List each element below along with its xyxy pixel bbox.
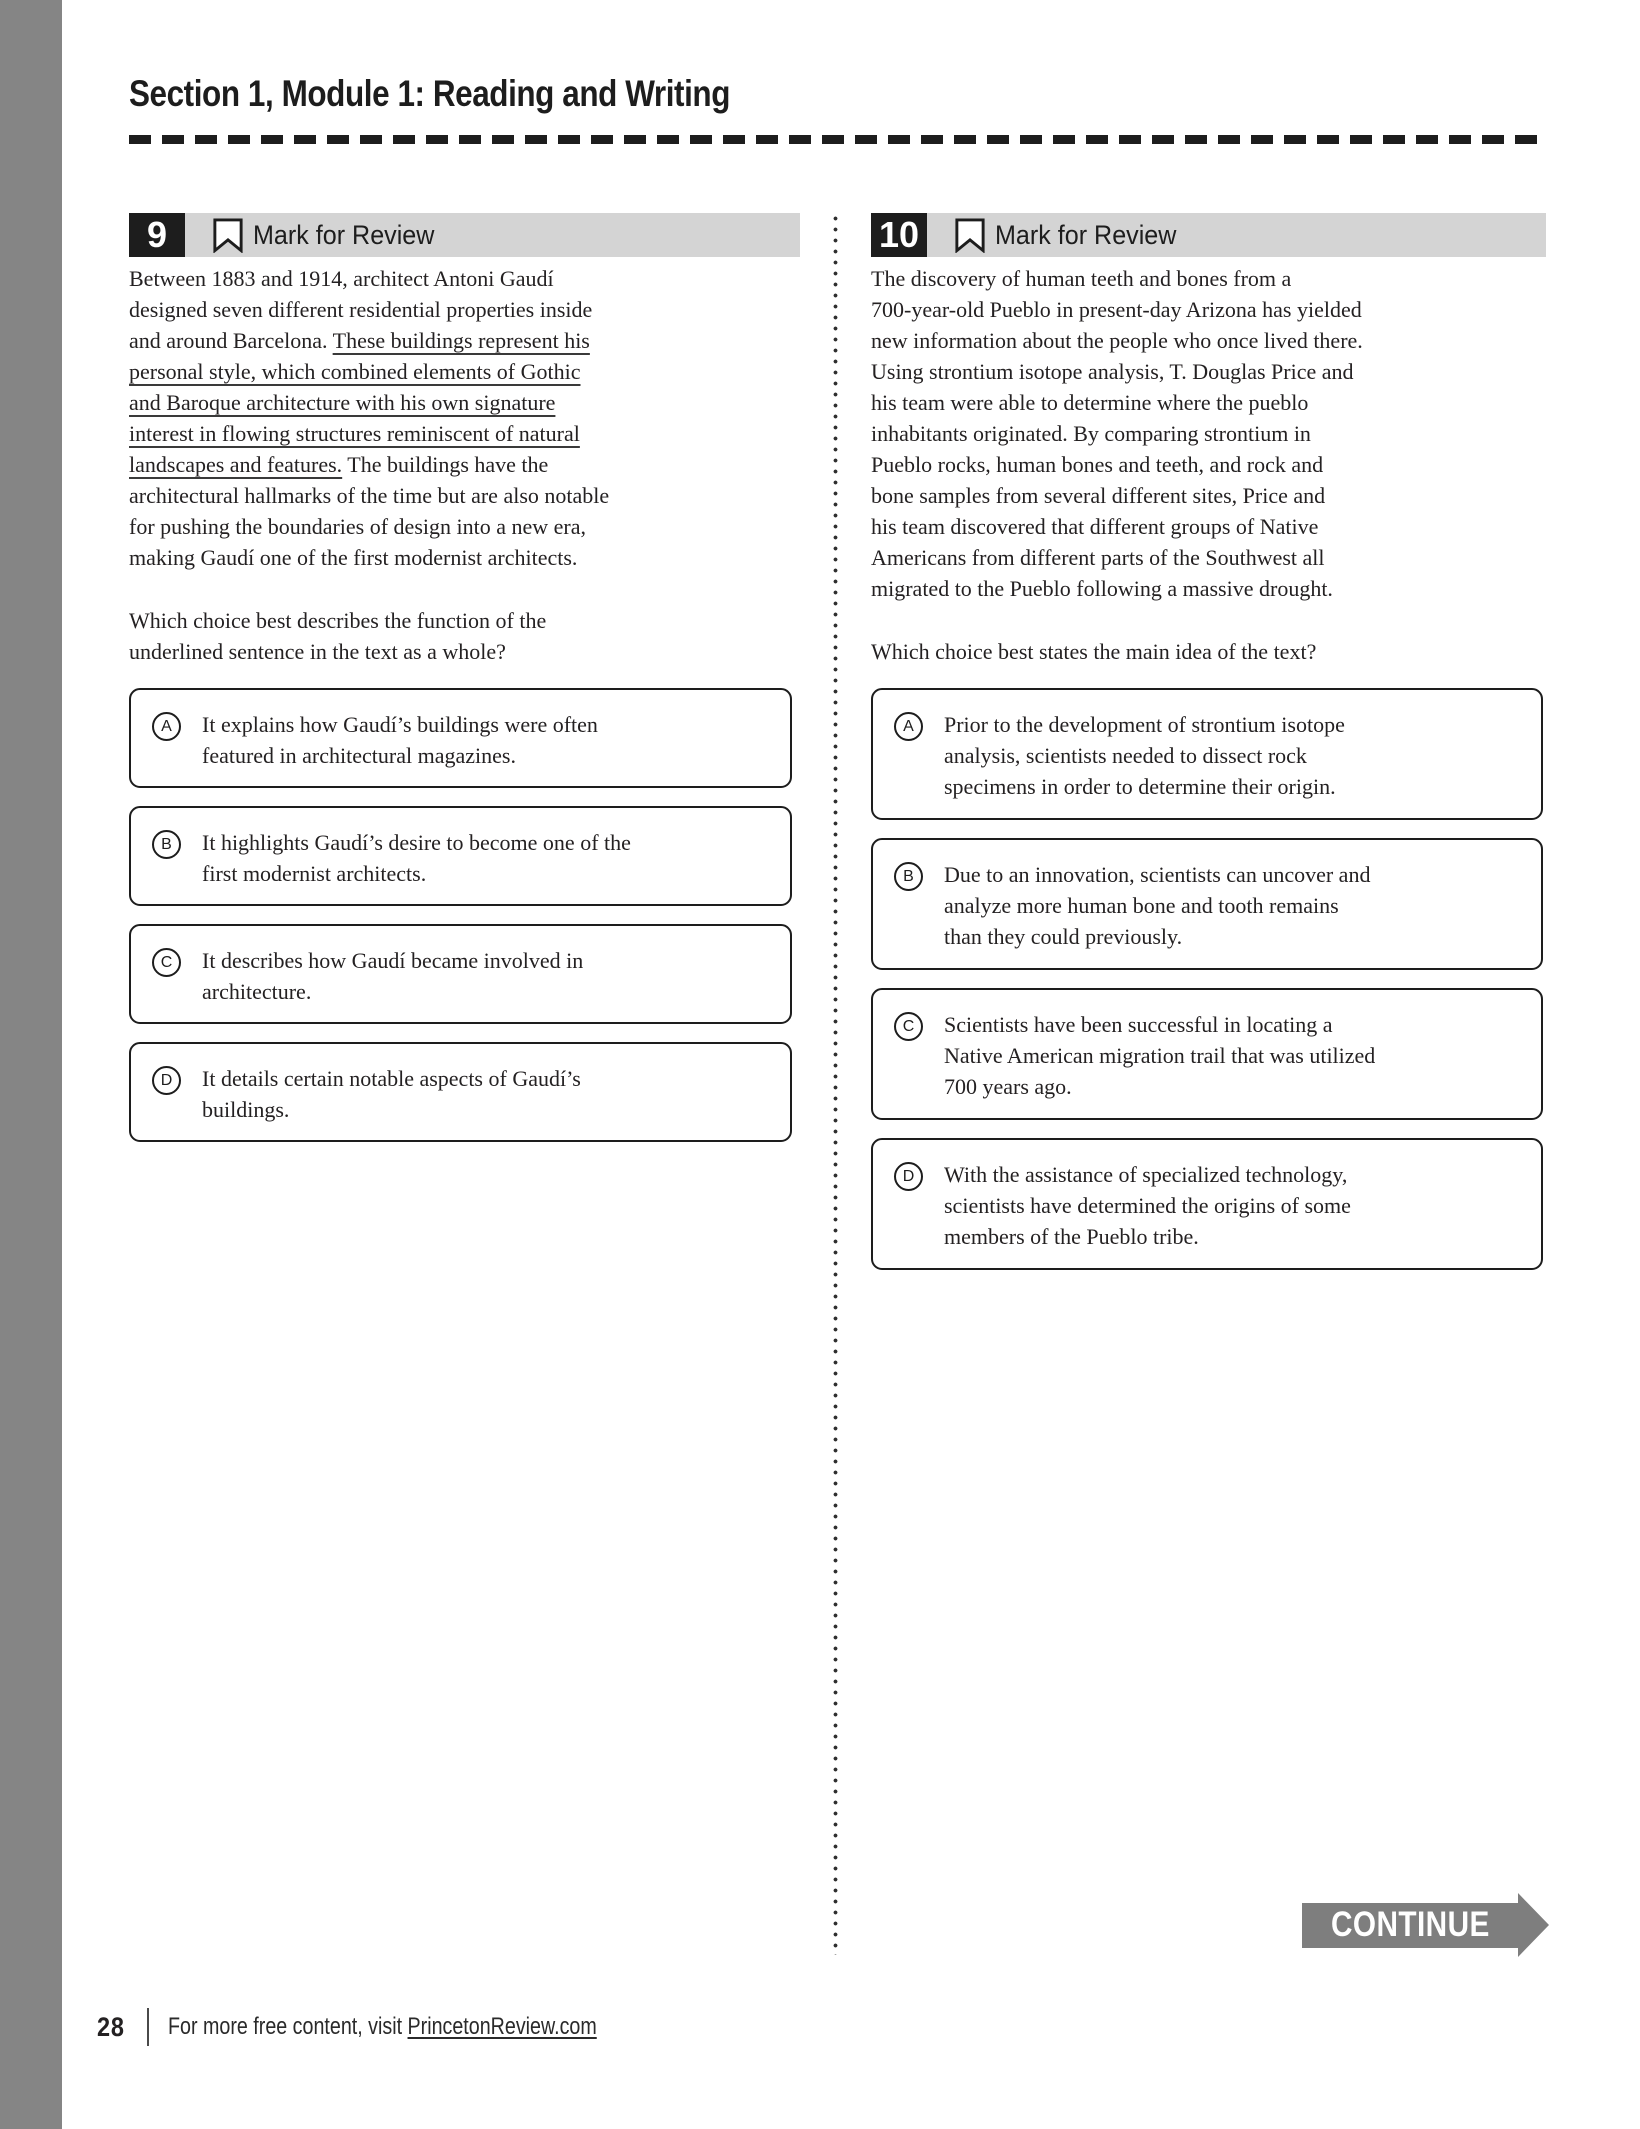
text-line (129, 418, 800, 449)
text-line: bone samples from several different sites, Price and (871, 483, 1326, 508)
text-line: Scientists have been successful in locating a (944, 1012, 1333, 1037)
choice-10-a[interactable] (871, 688, 1543, 820)
question-number-badge: 10 (871, 213, 927, 257)
question-9-column (129, 213, 800, 1160)
passage-text (129, 263, 800, 573)
choice-text (944, 1159, 1351, 1252)
text-line: Native American migration trail that was utilized (944, 1043, 1376, 1068)
text-line: members of the Pueblo tribe. (944, 1224, 1199, 1249)
choice-letter-bubble: B (894, 862, 923, 891)
choice-10-d[interactable] (871, 1138, 1543, 1270)
footer-text-prefix: For more free content, visit (168, 2013, 408, 2040)
footer-link[interactable]: PrincetonReview.com (407, 2013, 597, 2040)
choice-9-a[interactable] (129, 688, 792, 788)
choice-10-b[interactable] (871, 838, 1543, 970)
text-line: first modernist architects. (202, 861, 427, 886)
text-line: Which choice best states the main idea of the text? (871, 639, 1317, 664)
answer-choices (129, 688, 800, 1142)
bookmark-icon (954, 218, 986, 253)
text-line: It details certain notable aspects of Gaudí’s (202, 1066, 581, 1091)
choice-letter-bubble: A (152, 712, 181, 741)
text-line: architecture. (202, 979, 312, 1004)
answer-choices (871, 688, 1546, 1270)
text-line: It explains how Gaudí’s buildings were often (202, 712, 598, 737)
continue-arrow-icon (1518, 1893, 1549, 1957)
text-line: The discovery of human teeth and bones from a (871, 266, 1292, 291)
continue-label: CONTINUE (1330, 1905, 1490, 1944)
text-line: and around Barcelona. These buildings represent his (129, 328, 590, 353)
text-line: making Gaudí one of the first modernist architects. (129, 545, 578, 570)
question-number-badge: 9 (129, 213, 185, 257)
choice-letter-bubble: C (894, 1012, 923, 1041)
text-line: 700 years ago. (944, 1074, 1072, 1099)
underlined-text: landscapes and features. (129, 452, 343, 477)
text-line: specimens in order to determine their origin. (944, 774, 1336, 799)
text-line: analyze more human bone and tooth remains (944, 893, 1339, 918)
text-line: underlined sentence in the text as a whole? (129, 639, 506, 664)
text-line: analysis, scientists needed to dissect rock (944, 743, 1307, 768)
mark-for-review-button[interactable] (212, 218, 448, 253)
text-line: buildings. (202, 1097, 290, 1122)
choice-10-c[interactable] (871, 988, 1543, 1120)
text-line: Pueblo rocks, human bones and teeth, and rock and (871, 452, 1324, 477)
page-footer (97, 2007, 691, 2047)
continue-button[interactable] (1302, 1893, 1549, 1957)
question-10-column (871, 213, 1546, 1288)
choice-letter-bubble: D (894, 1162, 923, 1191)
choice-text (202, 1063, 581, 1125)
footer-divider (147, 2008, 149, 2046)
question-10-header (871, 213, 1546, 257)
mark-for-review-label: Mark for Review (995, 219, 1177, 250)
text-line (129, 387, 800, 418)
text-line: his team were able to determine where the pueblo (871, 390, 1309, 415)
mark-for-review-label: Mark for Review (253, 219, 435, 250)
text-line: Prior to the development of strontium isotope (944, 712, 1345, 737)
question-9-header (129, 213, 800, 257)
choice-text (944, 1009, 1375, 1102)
column-divider (833, 216, 838, 1955)
underlined-text: These buildings represent his (332, 328, 590, 353)
text-line: landscapes and features. The buildings have the (129, 452, 549, 477)
choice-letter-bubble: B (152, 830, 181, 859)
text-line: With the assistance of specialized technology, (944, 1162, 1348, 1187)
left-margin-bar (0, 0, 62, 2129)
underlined-text: interest in flowing structures reminiscent of natural (129, 421, 580, 446)
text-line (129, 356, 800, 387)
text-line: Using strontium isotope analysis, T. Douglas Price and (871, 359, 1354, 384)
text-line: migrated to the Pueblo following a massive drought. (871, 576, 1333, 601)
choice-text (202, 709, 598, 771)
text-line: It describes how Gaudí became involved in (202, 948, 584, 973)
text-line: scientists have determined the origins of some (944, 1193, 1351, 1218)
footer-text (168, 2013, 597, 2041)
text-line: Between 1883 and 1914, architect Antoni Gaudí (129, 266, 554, 291)
text-line: It highlights Gaudí’s desire to become one of the (202, 830, 631, 855)
passage-text (871, 263, 1546, 604)
question-stem (129, 605, 800, 667)
text-line: architectural hallmarks of the time but are also notable (129, 483, 610, 508)
choice-9-d[interactable] (129, 1042, 792, 1142)
choice-text (202, 827, 631, 889)
choice-letter-bubble: D (152, 1066, 181, 1095)
choice-letter-bubble: C (152, 948, 181, 977)
bookmark-icon (212, 218, 244, 253)
underlined-text: and Baroque architecture with his own signature (129, 390, 556, 415)
text-line: designed seven different residential properties inside (129, 297, 593, 322)
continue-label-box (1302, 1903, 1518, 1948)
choice-9-c[interactable] (129, 924, 792, 1024)
choice-text (944, 859, 1370, 952)
text-line: new information about the people who once lived there. (871, 328, 1363, 353)
text-line: featured in architectural magazines. (202, 743, 516, 768)
choice-9-b[interactable] (129, 806, 792, 906)
page-title: Section 1, Module 1: Reading and Writing (129, 73, 730, 114)
text-line: 700-year-old Pueblo in present-day Arizona has yielded (871, 297, 1362, 322)
text-line: his team discovered that different groups of Native (871, 514, 1319, 539)
choice-letter-bubble: A (894, 712, 923, 741)
underlined-text: personal style, which combined elements of Gothic (129, 359, 581, 384)
text-line: Americans from different parts of the Southwest all (871, 545, 1325, 570)
text-line: for pushing the boundaries of design into a new era, (129, 514, 586, 539)
choice-text (202, 945, 583, 1007)
title-underline-dashes (129, 135, 1546, 144)
page-number: 28 (97, 2011, 125, 2042)
text-line: Due to an innovation, scientists can uncover and (944, 862, 1371, 887)
question-stem (871, 636, 1546, 667)
choice-text (944, 709, 1345, 802)
text-line: than they could previously. (944, 924, 1183, 949)
text-line: Which choice best describes the function of the (129, 608, 547, 633)
text-line: inhabitants originated. By comparing strontium in (871, 421, 1311, 446)
mark-for-review-button[interactable] (954, 218, 1190, 253)
